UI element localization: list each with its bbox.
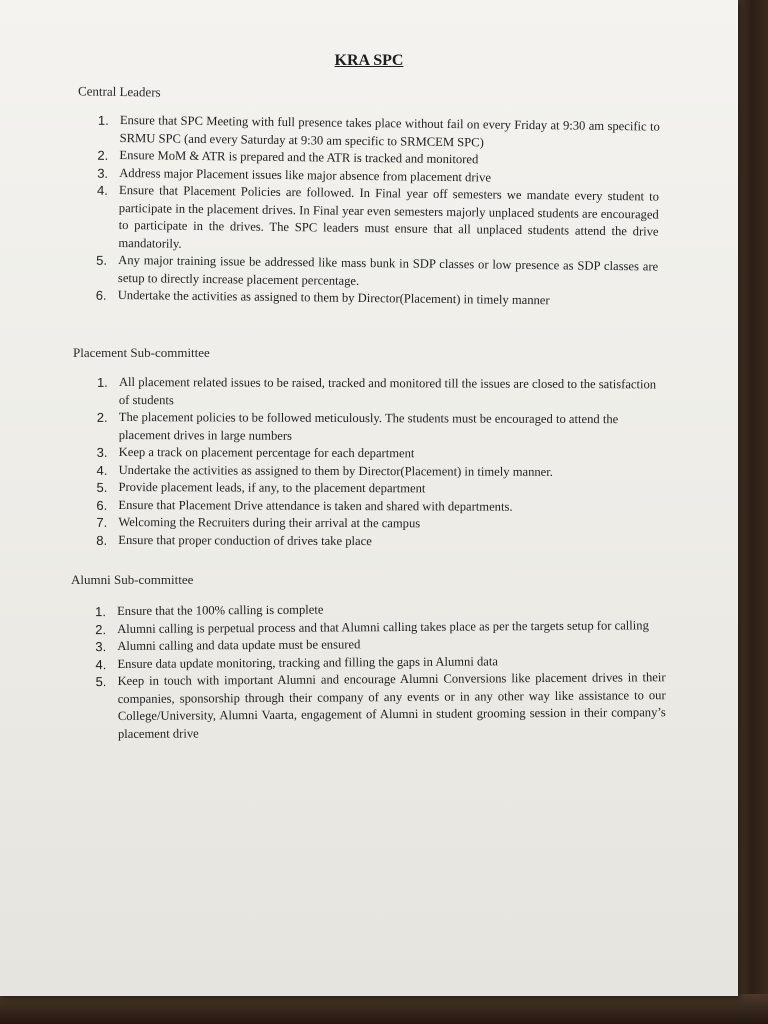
list-item-text: Ensure that the 100% calling is complete: [117, 602, 324, 618]
list-item-number: 3.: [95, 639, 107, 655]
list-item: [96, 182, 660, 259]
list-item-text: Ensure that proper conduction of drives take place: [118, 532, 372, 548]
list-item-text: Alumni calling and data update must be ensured: [117, 637, 361, 653]
list-item-number: 4.: [96, 462, 108, 478]
list-item-text: Address major Placement issues like major absence from placement drive: [119, 165, 492, 185]
section-heading-alumni-sub-committee: Alumni Sub-committee: [71, 572, 194, 587]
section-heading-placement-sub-committee: Placement Sub-committee: [73, 345, 210, 360]
list-item-number: 1.: [95, 604, 106, 620]
list-item: [95, 669, 666, 743]
list-item-number: 6.: [96, 497, 108, 513]
list-item-text: Alumni calling is perpetual process and that Alumni calling takes place as per the targets setup for calling: [117, 617, 649, 636]
list-item-number: 4.: [95, 656, 107, 672]
list-item-text: Undertake the activities as assigned to them by Director(Placement) in timely manner: [117, 287, 550, 308]
list-item-number: 3.: [97, 165, 109, 181]
list-item-number: 1.: [96, 374, 108, 390]
central-leaders-list: [95, 112, 660, 311]
placement-sub-committee-list: [96, 374, 659, 551]
list-item-number: 5.: [96, 479, 108, 495]
list-item-text: Keep a track on placement percentage for each department: [118, 444, 415, 461]
list-item-number: 1.: [97, 112, 109, 128]
list-item-number: 8.: [96, 532, 108, 548]
list-item: [96, 374, 659, 411]
list-item-number: 7.: [96, 514, 108, 530]
list-item: [96, 531, 658, 551]
list-item-text: All placement related issues to be raised, tracked and monitored till the issues are closed to the satisfaction of students: [118, 375, 657, 407]
list-item-text: Ensure data update monitoring, tracking and filling the gaps in Alumni data: [117, 653, 498, 671]
list-item-number: 5.: [96, 252, 108, 268]
list-item-text: The placement policies to be followed meticulously. The students must be encouraged to attend the placement drives in large numbers: [118, 409, 619, 443]
list-item-text: Undertake the activities as assigned to them by Director(Placement) in timely manner.: [118, 462, 553, 479]
document-title: KRA SPC: [334, 52, 404, 69]
list-item-number: 3.: [96, 444, 108, 460]
section-heading-central-leaders: Central Leaders: [77, 83, 161, 100]
list-item-text: Ensure that SPC Meeting with full presence takes place without fail on every Friday at 9:30 am specific to SRMU SPC (and every Saturday at 9:30 am specific to SRMCEM SPC): [119, 112, 660, 149]
list-item-number: 2.: [95, 621, 107, 637]
list-item-number: 6.: [95, 287, 107, 303]
table-surface-bottom: [0, 994, 768, 1024]
list-item-text: Provide placement leads, if any, to the placement department: [118, 479, 426, 496]
list-item: [96, 409, 659, 446]
list-item-text: Any major training issue be addressed like mass bunk in SDP classes or low presence as SDP classes are setup to directly increase placement percentage.: [117, 252, 659, 288]
list-item-number: 2.: [97, 147, 109, 163]
list-item-number: 4.: [96, 182, 108, 198]
alumni-sub-committee-list: [95, 599, 666, 743]
list-item-text: Ensure that Placement Policies are followed. In Final year off semesters we mandate every student to participate in the placement drives. In Final year even semesters majorly unplaced students are encouraged to participate in the drives. The SPC leaders must ensure that all unplaced students attend the drive mandatorily.: [118, 182, 660, 251]
list-item-text: Ensure that Placement Drive attendance is taken and shared with departments.: [118, 497, 513, 514]
list-item-text: Welcoming the Recruiters during their arrival at the campus: [118, 514, 421, 531]
list-item-number: 5.: [95, 674, 107, 690]
list-item-number: 2.: [96, 409, 108, 425]
list-item-text: Ensure MoM & ATR is prepared and the ATR is tracked and monitored: [119, 147, 479, 167]
list-item-text: Keep in touch with important Alumni and encourage Alumni Conversions like placement drives in their companies, sponsorship through their company of any events or in any other way like assistance to our College/University, Alumni Vaarta, engagement of Alumni in student grooming session in their company’s placement drive: [117, 670, 666, 741]
